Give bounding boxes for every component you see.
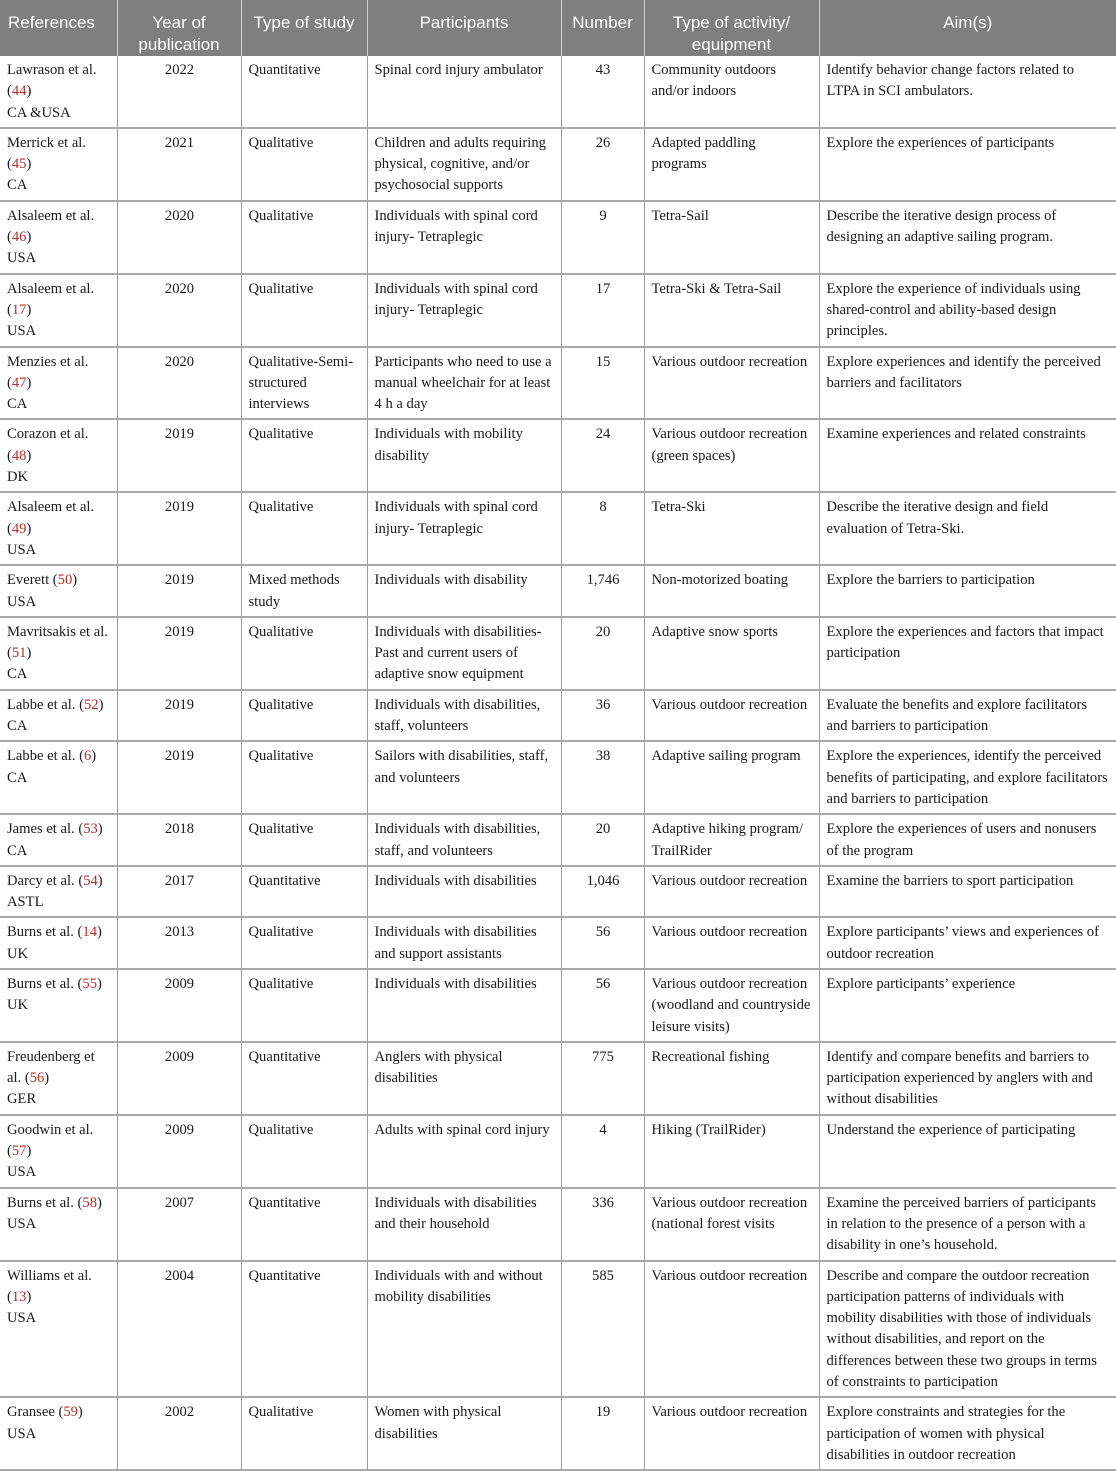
reference-country: CA [7, 396, 28, 413]
reference-author: Corazon et al. [7, 426, 89, 443]
cell-activity: Various outdoor recreation [644, 1397, 819, 1470]
reference-author: Williams et al. [7, 1267, 92, 1284]
cell-participants: Individuals with disability [367, 565, 561, 617]
cell-participants: Individuals with disabilities [367, 866, 561, 918]
cell-activity: Non-motorized boating [644, 565, 819, 617]
reference-country: DK [7, 469, 29, 486]
cell-year: 2019 [117, 617, 241, 690]
cell-number: 56 [561, 969, 644, 1042]
cell-participants: Individuals with disabilities [367, 969, 561, 1042]
cell-reference: Corazon et al. (48) DK [0, 419, 117, 492]
reference-author: James et al. [7, 821, 75, 838]
cell-aim: Evaluate the benefits and explore facilitators and barriers to participation [819, 690, 1116, 742]
cell-number: 17 [561, 274, 644, 347]
cell-participants: Women with physical disabilities [367, 1397, 561, 1470]
cell-activity: Various outdoor recreation (green spaces) [644, 419, 819, 492]
header-type-of-study: Type of study [241, 0, 367, 56]
cell-year: 2020 [117, 274, 241, 347]
cell-number: 26 [561, 128, 644, 201]
reference-author: Gransee [7, 1404, 55, 1421]
cell-number: 775 [561, 1042, 644, 1115]
reference-link[interactable]: 49 [11, 520, 27, 537]
cell-year: 2021 [117, 128, 241, 201]
cell-activity: Hiking (TrailRider) [644, 1115, 819, 1188]
cell-participants: Individuals with and without mobility disabilities [367, 1261, 561, 1398]
cell-type-of-study: Qualitative [241, 741, 367, 814]
header-number: Number [561, 0, 644, 56]
cell-reference: Freudenberg et al. (56) GER [0, 1042, 117, 1115]
header-row [0, 0, 1116, 56]
cell-type-of-study: Qualitative [241, 274, 367, 347]
reference-country: CA [7, 842, 28, 859]
table-row [0, 917, 1116, 969]
reference-link[interactable]: 13 [11, 1288, 27, 1305]
cell-reference: Labbe et al. (6) CA [0, 741, 117, 814]
reference-link[interactable]: 50 [57, 572, 73, 589]
cell-aim: Explore the experiences, identify the perceived benefits of participating, and explore facilitators and barriers to participation [819, 741, 1116, 814]
cell-activity: Various outdoor recreation [644, 690, 819, 742]
reference-link[interactable]: 56 [29, 1070, 45, 1087]
table-row [0, 1115, 1116, 1188]
cell-year: 2020 [117, 347, 241, 420]
reference-country: ASTL [7, 894, 44, 911]
reference-author: Lawrason et al. [7, 62, 97, 78]
cell-type-of-study: Qualitative [241, 492, 367, 565]
cell-aim: Understand the experience of participating [819, 1115, 1116, 1188]
reference-link[interactable]: 53 [83, 821, 98, 838]
cell-reference: Alsaleem et al. (49) USA [0, 492, 117, 565]
reference-country: USA [7, 1164, 37, 1181]
cell-aim: Explore the experience of individuals using shared-control and ability-based design principles. [819, 274, 1116, 347]
cell-aim: Explore constraints and strategies for the participation of women with physical disabilities in outdoor recreation [819, 1397, 1116, 1470]
cell-aim: Explore the experiences of participants [819, 128, 1116, 201]
cell-year: 2004 [117, 1261, 241, 1398]
table-row [0, 274, 1116, 347]
reference-country: UK [7, 945, 29, 962]
reference-country: CA &USA [7, 104, 71, 121]
cell-aim: Explore the barriers to participation [819, 565, 1116, 617]
cell-number: 36 [561, 690, 644, 742]
cell-number: 1,746 [561, 565, 644, 617]
cell-reference: Mavritsakis et al. (51) CA [0, 617, 117, 690]
table-row [0, 201, 1116, 274]
reference-link[interactable]: 45 [11, 156, 27, 173]
table-row [0, 1397, 1116, 1470]
reference-author: Alsaleem et al. [7, 280, 95, 297]
cell-aim: Describe and compare the outdoor recreation participation patterns of individuals with mobility disabilities with those of individuals without disabilities, and report on the differences between these two groups in terms of constraints to participation [819, 1261, 1116, 1398]
cell-year: 2019 [117, 419, 241, 492]
cell-aim: Explore participants’ experience [819, 969, 1116, 1042]
cell-number: 336 [561, 1188, 644, 1261]
cell-participants: Individuals with mobility disability [367, 419, 561, 492]
header-year: Year of publication [117, 0, 241, 56]
cell-activity: Various outdoor recreation [644, 1261, 819, 1398]
cell-year: 2013 [117, 917, 241, 969]
table-row [0, 866, 1116, 918]
cell-year: 2009 [117, 969, 241, 1042]
table-row [0, 617, 1116, 690]
table-row [0, 565, 1116, 617]
cell-participants: Participants who need to use a manual wheelchair for at least 4 h a day [367, 347, 561, 420]
cell-aim: Describe the iterative design process of designing an adaptive sailing program. [819, 201, 1116, 274]
cell-reference: Alsaleem et al. (46) USA [0, 201, 117, 274]
cell-aim: Explore experiences and identify the perceived barriers and facilitators [819, 347, 1116, 420]
cell-reference: James et al. (53) CA [0, 814, 117, 866]
cell-reference: Merrick et al. (45) CA [0, 128, 117, 201]
cell-type-of-study: Quantitative [241, 1188, 367, 1261]
cell-year: 2007 [117, 1188, 241, 1261]
cell-reference: Gransee (59) USA [0, 1397, 117, 1470]
reference-link[interactable]: 48 [11, 447, 27, 464]
cell-number: 4 [561, 1115, 644, 1188]
cell-type-of-study: Qualitative [241, 1115, 367, 1188]
cell-type-of-study: Quantitative [241, 1261, 367, 1398]
reference-country: CA [7, 769, 28, 786]
cell-activity: Adapted paddling programs [644, 128, 819, 201]
cell-type-of-study: Quantitative [241, 56, 367, 128]
cell-number: 19 [561, 1397, 644, 1470]
cell-number: 56 [561, 917, 644, 969]
cell-year: 2017 [117, 866, 241, 918]
cell-aim: Identify behavior change factors related to LTPA in SCI ambulators. [819, 56, 1116, 128]
cell-reference: Labbe et al. (52) CA [0, 690, 117, 742]
reference-link[interactable]: 6 [84, 748, 92, 765]
reference-author: Alsaleem et al. [7, 499, 95, 516]
cell-year: 2019 [117, 741, 241, 814]
cell-type-of-study: Qualitative [241, 617, 367, 690]
cell-type-of-study: Qualitative [241, 814, 367, 866]
cell-participants: Children and adults requiring physical, cognitive, and/or psychosocial supports [367, 128, 561, 201]
cell-activity: Adaptive hiking program/ TrailRider [644, 814, 819, 866]
cell-participants: Individuals with disabilities-Past and current users of adaptive snow equipment [367, 617, 561, 690]
table-row [0, 1188, 1116, 1261]
reference-link[interactable]: 54 [83, 872, 98, 889]
reference-country: GER [7, 1091, 37, 1108]
reference-author: Burns et al. [7, 1194, 74, 1211]
reference-link[interactable]: 14 [82, 924, 97, 941]
table-row [0, 419, 1116, 492]
cell-number: 24 [561, 419, 644, 492]
reference-author: Menzies et al. [7, 353, 89, 370]
cell-type-of-study: Qualitative [241, 128, 367, 201]
cell-number: 20 [561, 814, 644, 866]
cell-type-of-study: Qualitative [241, 690, 367, 742]
cell-year: 2020 [117, 201, 241, 274]
reference-link[interactable]: 57 [11, 1143, 27, 1160]
header-references: References [0, 0, 117, 56]
reference-author: Goodwin et al. [7, 1121, 94, 1138]
reference-country: USA [7, 593, 37, 610]
table-body [0, 56, 1116, 1470]
cell-aim: Examine the barriers to sport participation [819, 866, 1116, 918]
reference-author: Darcy et al. [7, 872, 75, 889]
reference-link[interactable]: 52 [84, 696, 99, 713]
cell-reference: Alsaleem et al. (17) USA [0, 274, 117, 347]
cell-number: 8 [561, 492, 644, 565]
cell-year: 2018 [117, 814, 241, 866]
reference-link[interactable]: 58 [82, 1194, 97, 1211]
cell-activity: Various outdoor recreation (woodland and countryside leisure visits) [644, 969, 819, 1042]
cell-number: 38 [561, 741, 644, 814]
cell-participants: Individuals with spinal cord injury- Tetraplegic [367, 274, 561, 347]
cell-activity: Various outdoor recreation (national forest visits [644, 1188, 819, 1261]
reference-country: USA [7, 1425, 37, 1442]
cell-activity: Various outdoor recreation [644, 917, 819, 969]
cell-activity: Adaptive snow sports [644, 617, 819, 690]
cell-participants: Sailors with disabilities, staff, and volunteers [367, 741, 561, 814]
cell-aim: Explore participants’ views and experiences of outdoor recreation [819, 917, 1116, 969]
cell-type-of-study: Quantitative [241, 1042, 367, 1115]
reference-author: Labbe et al. [7, 696, 76, 713]
cell-aim: Examine experiences and related constraints [819, 419, 1116, 492]
cell-participants: Individuals with disabilities, staff, volunteers [367, 690, 561, 742]
cell-type-of-study: Quantitative [241, 866, 367, 918]
cell-reference: Burns et al. (58) USA [0, 1188, 117, 1261]
cell-type-of-study: Qualitative [241, 419, 367, 492]
cell-year: 2009 [117, 1115, 241, 1188]
table-row [0, 492, 1116, 565]
cell-reference: Lawrason et al. (44) CA &USA [0, 56, 117, 128]
cell-aim: Explore the experiences and factors that impact participation [819, 617, 1116, 690]
cell-reference: Everett (50) USA [0, 565, 117, 617]
cell-year: 2002 [117, 1397, 241, 1470]
header-activity: Type of activity/ equipment [644, 0, 819, 56]
reference-link[interactable]: 47 [11, 374, 27, 391]
cell-participants: Individuals with disabilities and their household [367, 1188, 561, 1261]
cell-participants: Individuals with disabilities and support assistants [367, 917, 561, 969]
reference-link[interactable]: 17 [11, 301, 27, 318]
cell-number: 1,046 [561, 866, 644, 918]
cell-type-of-study: Qualitative [241, 917, 367, 969]
cell-type-of-study: Qualitative-Semi-structured interviews [241, 347, 367, 420]
reference-country: UK [7, 997, 29, 1014]
cell-activity: Tetra-Ski [644, 492, 819, 565]
reference-country: CA [7, 718, 28, 735]
cell-aim: Describe the iterative design and field evaluation of Tetra-Ski. [819, 492, 1116, 565]
table-row [0, 56, 1116, 128]
cell-participants: Individuals with spinal cord injury- Tetraplegic [367, 492, 561, 565]
reference-author: Mavritsakis et al. [7, 623, 108, 640]
cell-activity: Community outdoors and/or indoors [644, 56, 819, 128]
reference-link[interactable]: 51 [11, 645, 27, 662]
cell-activity: Tetra-Ski & Tetra-Sail [644, 274, 819, 347]
cell-type-of-study: Qualitative [241, 1397, 367, 1470]
reference-author: Burns et al. [7, 975, 74, 992]
header-participants: Participants [367, 0, 561, 56]
reference-author: Burns et al. [7, 924, 74, 941]
table-row [0, 690, 1116, 742]
table-row [0, 969, 1116, 1042]
reference-link[interactable]: 44 [11, 83, 27, 100]
cell-aim: Explore the experiences of users and nonusers of the program [819, 814, 1116, 866]
reference-author: Everett [7, 572, 50, 589]
reference-author: Alsaleem et al. [7, 207, 95, 224]
cell-reference: Burns et al. (14) UK [0, 917, 117, 969]
reference-country: CA [7, 666, 28, 683]
cell-reference: Burns et al. (55) UK [0, 969, 117, 1042]
cell-number: 9 [561, 201, 644, 274]
cell-number: 15 [561, 347, 644, 420]
reference-link[interactable]: 55 [82, 975, 97, 992]
table-row [0, 1261, 1116, 1398]
cell-year: 2019 [117, 565, 241, 617]
cell-type-of-study: Mixed methods study [241, 565, 367, 617]
cell-number: 43 [561, 56, 644, 128]
cell-year: 2019 [117, 690, 241, 742]
cell-reference: Darcy et al. (54) ASTL [0, 866, 117, 918]
cell-activity: Various outdoor recreation [644, 866, 819, 918]
reference-country: USA [7, 1310, 37, 1327]
cell-activity: Adaptive sailing program [644, 741, 819, 814]
cell-participants: Individuals with disabilities, staff, and volunteers [367, 814, 561, 866]
reference-author: Labbe et al. [7, 748, 76, 765]
cell-activity: Tetra-Sail [644, 201, 819, 274]
cell-reference: Menzies et al. (47) CA [0, 347, 117, 420]
header-aims: Aim(s) [819, 0, 1116, 56]
cell-reference: Williams et al. (13) USA [0, 1261, 117, 1398]
cell-year: 2009 [117, 1042, 241, 1115]
cell-type-of-study: Qualitative [241, 201, 367, 274]
cell-activity: Recreational fishing [644, 1042, 819, 1115]
cell-reference: Goodwin et al. (57) USA [0, 1115, 117, 1188]
reference-link[interactable]: 59 [63, 1404, 78, 1421]
cell-participants: Adults with spinal cord injury [367, 1115, 561, 1188]
cell-year: 2019 [117, 492, 241, 565]
table-row [0, 128, 1116, 201]
table-row [0, 741, 1116, 814]
cell-participants: Spinal cord injury ambulator [367, 56, 561, 128]
reference-country: CA [7, 177, 28, 194]
reference-country: USA [7, 541, 37, 558]
table-row [0, 814, 1116, 866]
cell-number: 585 [561, 1261, 644, 1398]
cell-aim: Identify and compare benefits and barriers to participation experienced by anglers with and without disabilities [819, 1042, 1116, 1115]
reference-author: Merrick et al. [7, 134, 87, 151]
cell-activity: Various outdoor recreation [644, 347, 819, 420]
cell-participants: Individuals with spinal cord injury- Tetraplegic [367, 201, 561, 274]
reference-country: USA [7, 1215, 37, 1232]
cell-participants: Anglers with physical disabilities [367, 1042, 561, 1115]
reference-link[interactable]: 46 [11, 229, 27, 246]
cell-type-of-study: Qualitative [241, 969, 367, 1042]
cell-aim: Examine the perceived barriers of participants in relation to the presence of a person with a disability in one’s household. [819, 1188, 1116, 1261]
table-row [0, 1042, 1116, 1115]
cell-number: 20 [561, 617, 644, 690]
reference-author: Freudenberg et al. [7, 1048, 95, 1087]
cell-year: 2022 [117, 56, 241, 128]
table-row [0, 347, 1116, 420]
reference-country: USA [7, 323, 37, 340]
reference-country: USA [7, 250, 37, 267]
